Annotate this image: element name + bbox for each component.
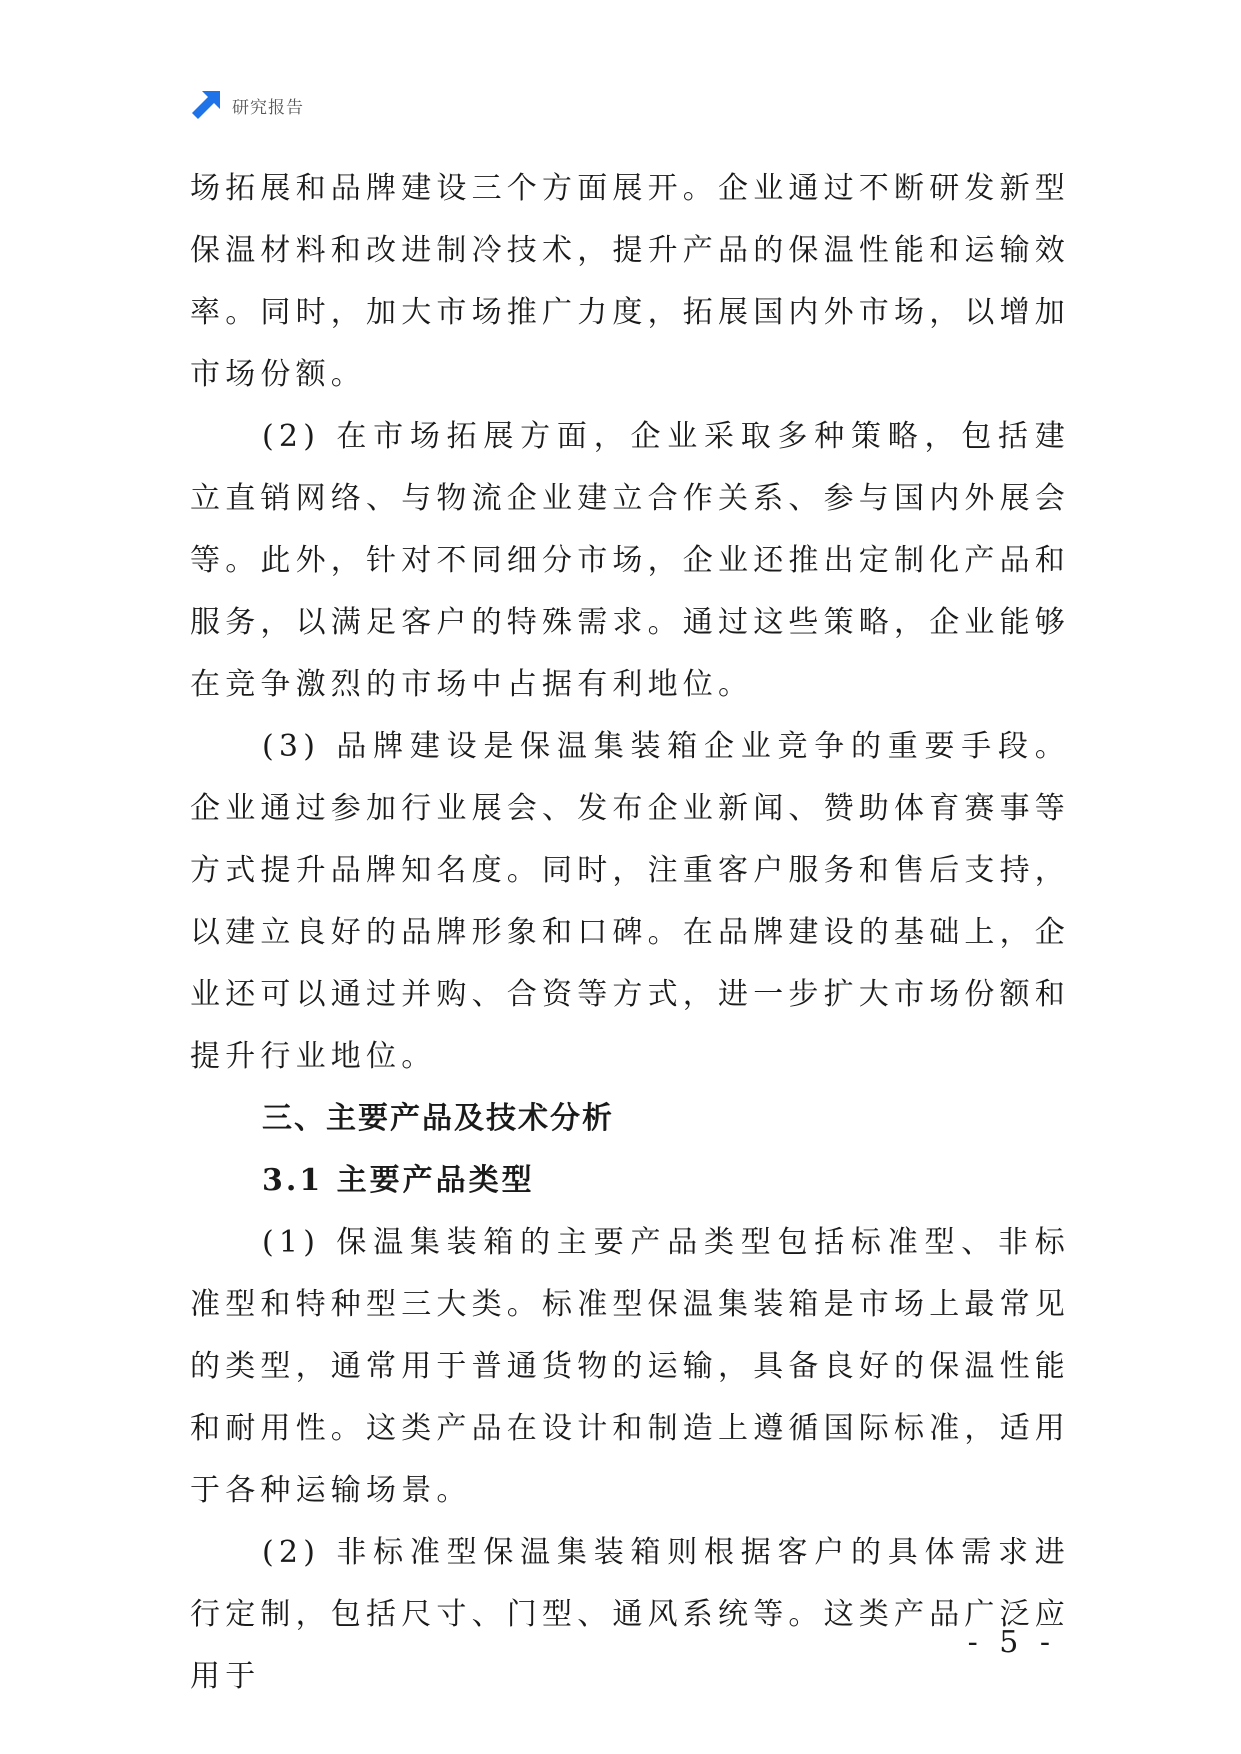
- page-number: - 5 -: [967, 1625, 1056, 1660]
- paragraph-continuation: 场拓展和品牌建设三个方面展开。企业通过不断研发新型保温材料和改进制冷技术，提升产品的保温性能和运输效率。同时，加大市场推广力度，拓展国内外市场，以增加市场份额。: [190, 171, 1070, 392]
- subsection-heading: 3.1 主要产品类型: [262, 1163, 535, 1198]
- paragraph-non-standard: (2) 非标准型保温集装箱则根据客户的具体需求进行定制，包括尺寸、门型、通风系统等。这类产品广泛应用于: [190, 1535, 1070, 1694]
- paragraph-brand-building: (3) 品牌建设是保温集装箱企业竞争的重要手段。企业通过参加行业展会、发布企业新闻、赞助体育赛事等方式提升品牌知名度。同时，注重客户服务和售后支持，以建立良好的品牌形象和口碑。在品牌建设的基础上，企业还可以通过并购、合资等方式，进一步扩大市场份额和提升行业地位。: [190, 729, 1070, 1074]
- section-heading: 三、主要产品及技术分析: [262, 1101, 614, 1136]
- report-header: [190, 88, 304, 122]
- document-body: [190, 158, 1070, 1708]
- header-title: 研究报告: [232, 97, 304, 118]
- paragraph-market-expansion: (2) 在市场拓展方面，企业采取多种策略，包括建立直销网络、与物流企业建立合作关系、参与国内外展会等。此外，针对不同细分市场，企业还推出定制化产品和服务，以满足客户的特殊需求。通过这些策略，企业能够在竞争激烈的市场中占据有利地位。: [190, 419, 1070, 702]
- arrow-up-right-icon: [190, 89, 222, 121]
- paragraph-product-types: (1) 保温集装箱的主要产品类型包括标准型、非标准型和特种型三大类。标准型保温集装箱是市场上最常见的类型，通常用于普通货物的运输，具备良好的保温性能和耐用性。这类产品在设计和制造上遵循国际标准，适用于各种运输场景。: [190, 1225, 1070, 1508]
